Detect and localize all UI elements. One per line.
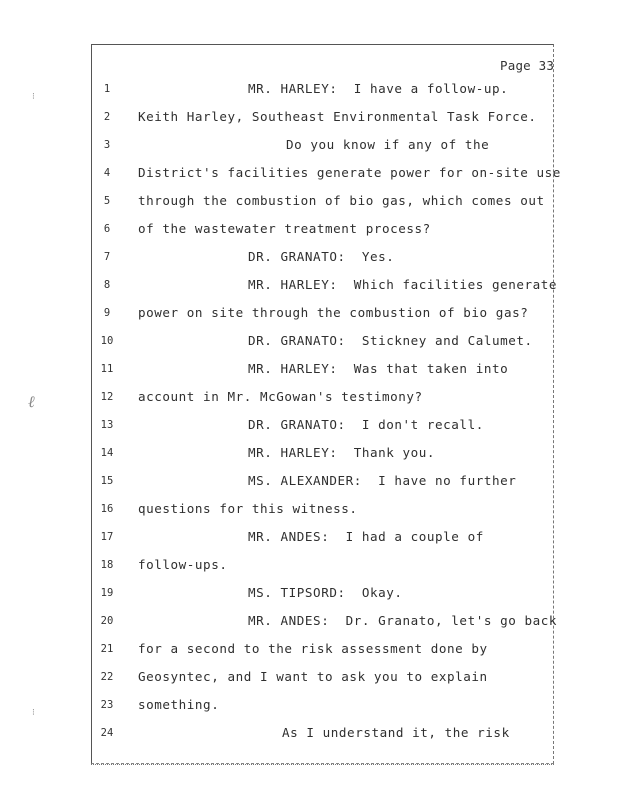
line-number: 24 <box>100 727 114 739</box>
transcript-line: MS. ALEXANDER: I have no further <box>248 473 517 488</box>
line-number: 20 <box>100 615 114 627</box>
line-number: 15 <box>100 475 114 487</box>
transcript-line: As I understand it, the risk <box>282 725 510 740</box>
margin-scan-mark: ℓ <box>28 392 35 411</box>
line-number: 12 <box>100 391 114 403</box>
line-number: 2 <box>103 111 111 123</box>
transcript-line: MR. HARLEY: Thank you. <box>248 445 436 460</box>
line-number: 17 <box>100 531 114 543</box>
line-number: 11 <box>100 363 114 375</box>
transcript-line: DR. GRANATO: I don't recall. <box>248 417 484 432</box>
line-number: 7 <box>103 251 111 263</box>
transcript-line: for a second to the risk assessment done by <box>138 641 488 656</box>
transcript-line: something. <box>138 697 220 712</box>
line-number: 13 <box>100 419 114 431</box>
line-number: 8 <box>103 279 111 291</box>
transcript-line: DR. GRANATO: Stickney and Calumet. <box>248 333 533 348</box>
transcript-line: MR. HARLEY: Was that taken into <box>248 361 509 376</box>
line-number: 18 <box>100 559 114 571</box>
line-number: 22 <box>100 671 114 683</box>
transcript-line: MR. ANDES: Dr. Granato, let's go back <box>248 613 558 628</box>
transcript-page-frame <box>91 44 554 764</box>
line-number: 23 <box>100 699 114 711</box>
line-number: 14 <box>100 447 114 459</box>
line-number: 5 <box>103 195 111 207</box>
transcript-line: account in Mr. McGowan's testimony? <box>138 389 423 404</box>
line-number: 4 <box>103 167 111 179</box>
transcript-line: Do you know if any of the <box>286 137 490 152</box>
line-number: 19 <box>100 587 114 599</box>
margin-scan-mark: ⁝ <box>32 92 35 102</box>
transcript-line: questions for this witness. <box>138 501 358 516</box>
transcript-line: Geosyntec, and I want to ask you to explain <box>138 669 488 684</box>
line-number: 21 <box>100 643 114 655</box>
transcript-line: MR. HARLEY: I have a follow-up. <box>248 81 509 96</box>
transcript-line: Keith Harley, Southeast Environmental Task Force. <box>138 109 537 124</box>
transcript-line: MS. TIPSORD: Okay. <box>248 585 403 600</box>
line-number: 3 <box>103 139 111 151</box>
margin-scan-mark: ⁝ <box>32 708 35 718</box>
line-number: 16 <box>100 503 114 515</box>
transcript-line: MR. ANDES: I had a couple of <box>248 529 484 544</box>
transcript-line: power on site through the combustion of bio gas? <box>138 305 529 320</box>
line-number: 6 <box>103 223 111 235</box>
line-number: 1 <box>103 83 111 95</box>
page-number: Page 33 <box>500 58 555 73</box>
transcript-line: MR. HARLEY: Which facilities generate <box>248 277 558 292</box>
transcript-line: follow-ups. <box>138 557 228 572</box>
transcript-line: DR. GRANATO: Yes. <box>248 249 395 264</box>
transcript-line: District's facilities generate power for on-site use <box>138 165 561 180</box>
line-number: 9 <box>103 307 111 319</box>
footer-scan-rule <box>91 764 554 766</box>
transcript-line: through the combustion of bio gas, which comes out <box>138 193 545 208</box>
transcript-line: of the wastewater treatment process? <box>138 221 431 236</box>
line-number: 10 <box>100 335 114 347</box>
